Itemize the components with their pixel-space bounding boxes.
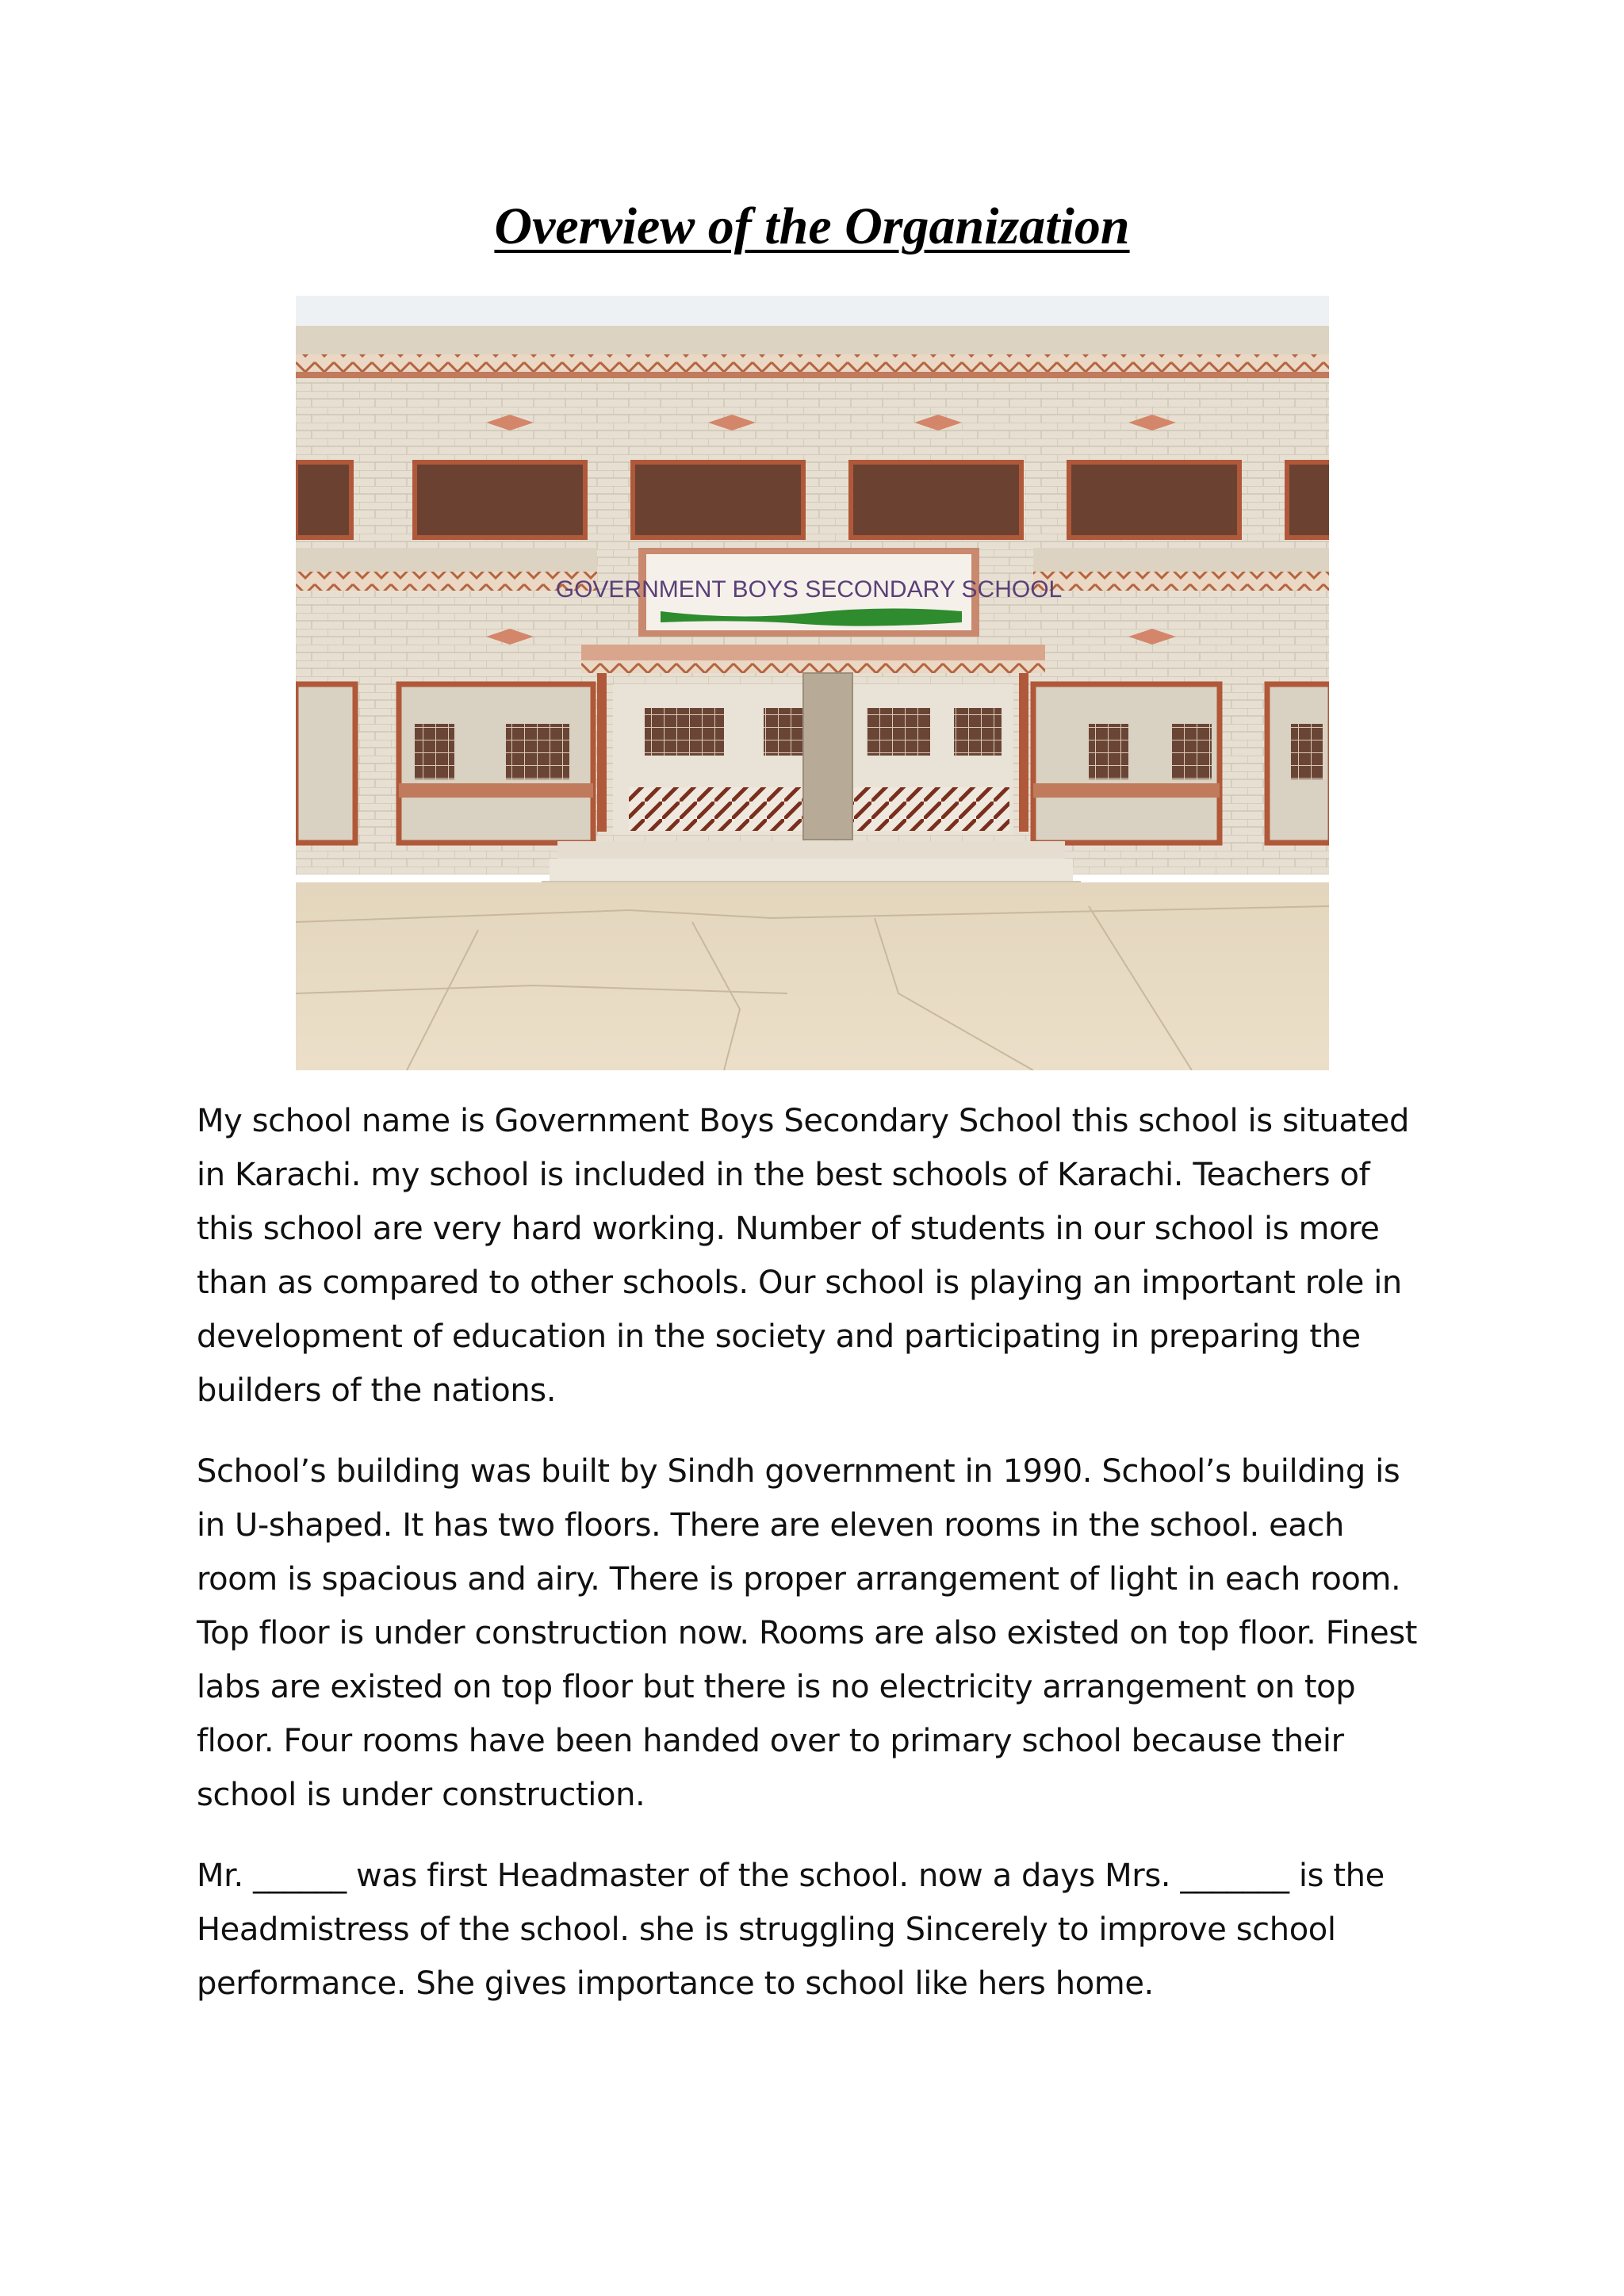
school-building-photo [296,296,1329,1070]
paragraph-headmaster: Mr. ______ was first Headmaster of the school. now a days Mrs. _______ is the Headmistress of the school. she is struggling Sincerely to improve school performance. She gives importance to school like hers home. [197,1858,1385,2002]
paragraph-building: School’s building was built by Sindh government in 1990. School’s building is in U-shaped. It has two floors. There are eleven rooms in the school. each room is spacious and airy. There is proper arrangement of light in each room. Top floor is under construction now. Rooms are also existed on top floor. Finest labs are existed on top floor but there is no electricity arrangement on top floor. Four rooms have been handed over to primary school because their school is under construction. [197,1453,1418,1813]
sign-text: GOVERNMENT BOYS SECONDARY SCHOOL [555,576,1063,603]
paragraph-school-intro: My school name is Government Boys Secondary School this school is situated in Karachi. my school is included in the best schools of Karachi. Teachers of this school are very hard working. Number of students in our school is more than as compared to other schools. Our school is playing an important role in development of education in the society and participating in preparing the builders of the nations. [197,1103,1409,1409]
body-text [197,1094,1434,2038]
page-title: Overview of the Organization [494,197,1130,255]
